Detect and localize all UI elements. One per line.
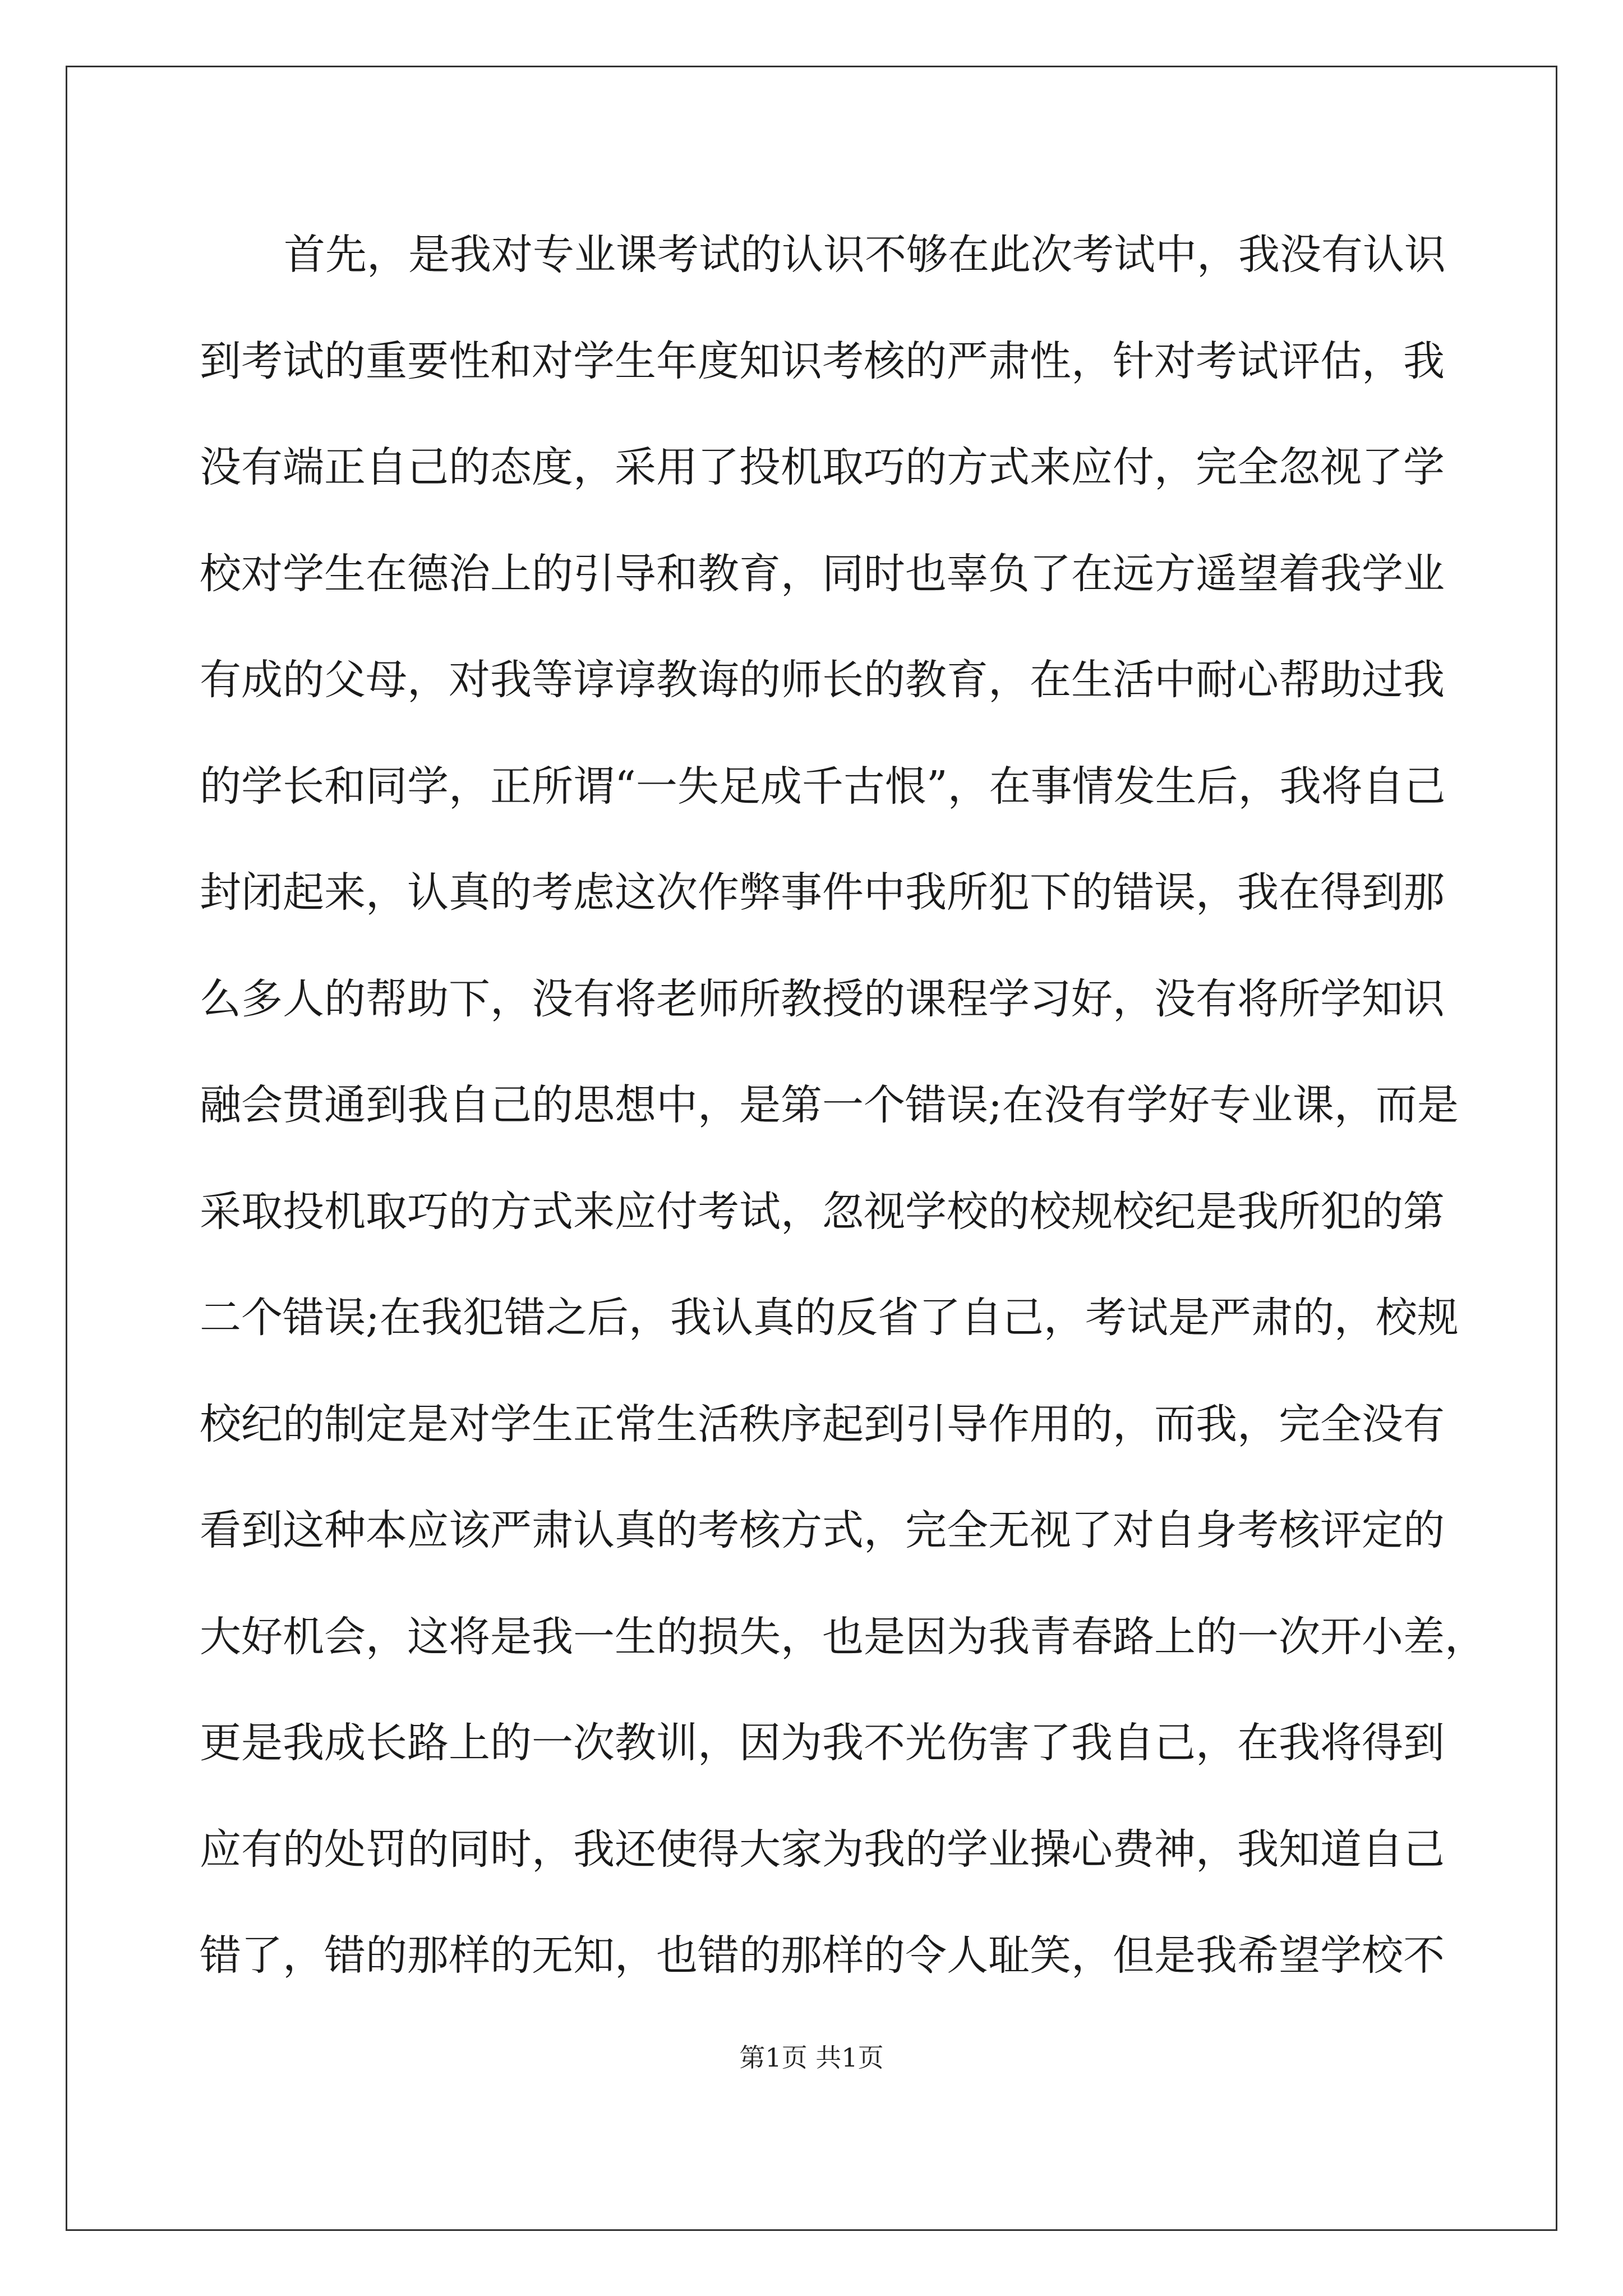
page-footer [0,2041,1623,2074]
text-line: 应有的处罚的同时，我还使得大家为我的学业操心费神，我知道自己 [200,1825,1445,1874]
body-paragraph [200,202,1486,2009]
text-line: 校纪的制定是对学生正常生活秩序起到引导作用的，而我，完全没有 [200,1400,1445,1448]
text-line: 更是我成长路上的一次教训，因为我不光伤害了我自己，在我将得到 [200,1719,1445,1767]
text-line: 大好机会，这将是我一生的损失，也是因为我青春路上的一次开小差， [200,1612,1486,1661]
text-line: 首先，是我对专业课考试的认识不够在此次考试中，我没有认识 [284,231,1446,279]
text-line: 校对学生在德治上的引导和教育，同时也辜负了在远方遥望着我学业 [200,549,1445,598]
text-line: 看到这种本应该严肃认真的考核方式，完全无视了对自身考核评定的 [200,1506,1445,1554]
text-line: 二个错误;在我犯错之后，我认真的反省了自己，考试是严肃的，校规 [200,1294,1459,1342]
text-line: 错了，错的那样的无知，也错的那样的令人耻笑，但是我希望学校不 [200,1931,1445,1980]
text-line: 有成的父母，对我等谆谆教诲的师长的教育，在生活中耐心帮助过我 [200,656,1445,704]
text-line: 采取投机取巧的方式来应付考试，忽视学校的校规校纪是我所犯的第 [200,1187,1445,1236]
page-number: 第1页 共1页 [739,2042,884,2073]
text-line: 到考试的重要性和对学生年度知识考核的严肃性，针对考试评估，我 [200,337,1445,385]
text-line: 封闭起来，认真的考虑这次作弊事件中我所犯下的错误，我在得到那 [200,868,1445,917]
text-line: 没有端正自己的态度，采用了投机取巧的方式来应付，完全忽视了学 [200,443,1445,491]
text-line: 的学长和同学，正所谓“一失足成千古恨”，在事情发生后，我将自己 [200,762,1446,811]
text-line: 融会贯通到我自己的思想中，是第一个错误;在没有学好专业课，而是 [200,1081,1459,1129]
text-line: 么多人的帮助下，没有将老师所教授的课程学习好，没有将所学知识 [200,974,1445,1023]
